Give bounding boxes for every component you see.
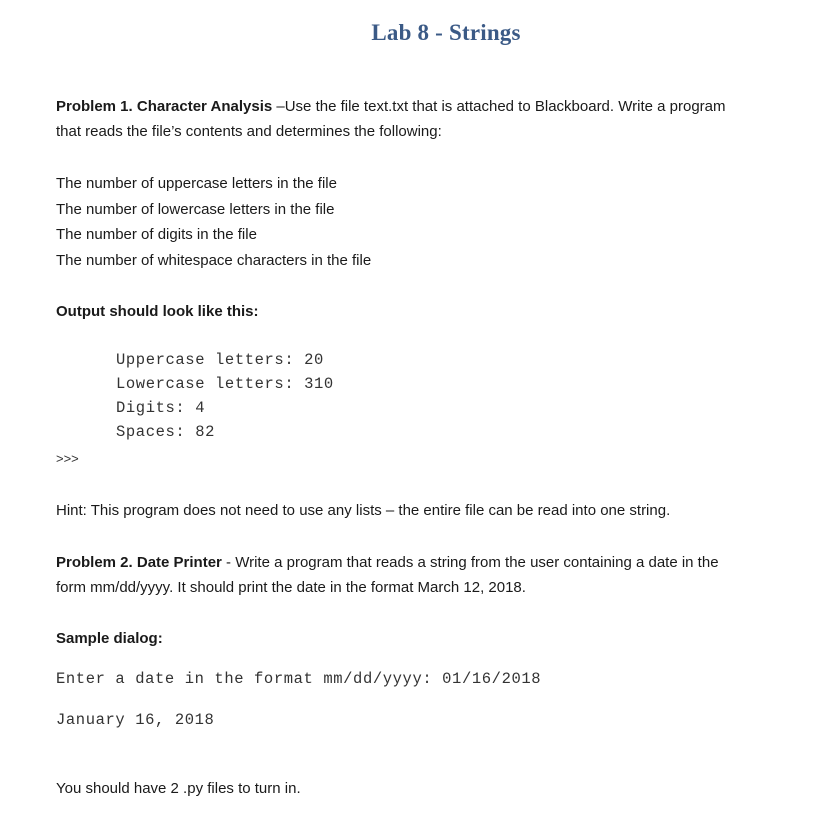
output-line: Digits: 4 [116, 399, 206, 417]
requirement-item: The number of uppercase letters in the file [56, 175, 337, 192]
sample-output-line: January 16, 2018 [56, 711, 215, 729]
footer-text: You should have 2 .py files to turn in. [56, 780, 301, 797]
problem2-heading: Problem 2. Date Printer [56, 554, 222, 571]
requirement-item: The number of whitespace characters in the file [56, 252, 372, 270]
output-line: Uppercase letters: 20 [116, 351, 324, 369]
sample-input-line: Enter a date in the format mm/dd/yyyy: 01/16/2018 [56, 670, 542, 688]
output-sample [116, 348, 334, 444]
output-heading: Output should look like this: [56, 303, 259, 320]
python-prompt: >>> [56, 451, 79, 466]
problem1-intro [56, 94, 806, 144]
problem2-intro-line2: form mm/dd/yyyy. It should print the date in the format March 12, 2018. [56, 579, 526, 596]
sample-dialog-heading: Sample dialog: [56, 630, 163, 647]
problem1-intro-rest: –Use the file text.txt that is attached to Blackboard. Write a program [272, 98, 726, 115]
page-title: Lab 8 - Strings [371, 20, 521, 45]
problem2-intro-rest: - Write a program that reads a string from the user containing a date in the [221, 554, 719, 571]
requirement-item: The number of digits in the file [56, 226, 257, 244]
hint-text: Hint: This program does not need to use any lists – the entire file can be read into one string. [56, 502, 671, 519]
problem1-intro-line1 [56, 94, 806, 119]
problem1-intro-line2: that reads the file’s contents and determines the following: [56, 123, 442, 140]
problem2-intro [56, 550, 806, 600]
output-line: Spaces: 82 [116, 423, 216, 441]
problem1-requirements [56, 171, 806, 274]
problem1-heading: Problem 1. Character Analysis [56, 98, 273, 115]
requirement-item: The number of lowercase letters in the file [56, 200, 335, 218]
problem2-intro-line1 [56, 550, 806, 575]
output-line: Lowercase letters: 310 [116, 375, 334, 393]
